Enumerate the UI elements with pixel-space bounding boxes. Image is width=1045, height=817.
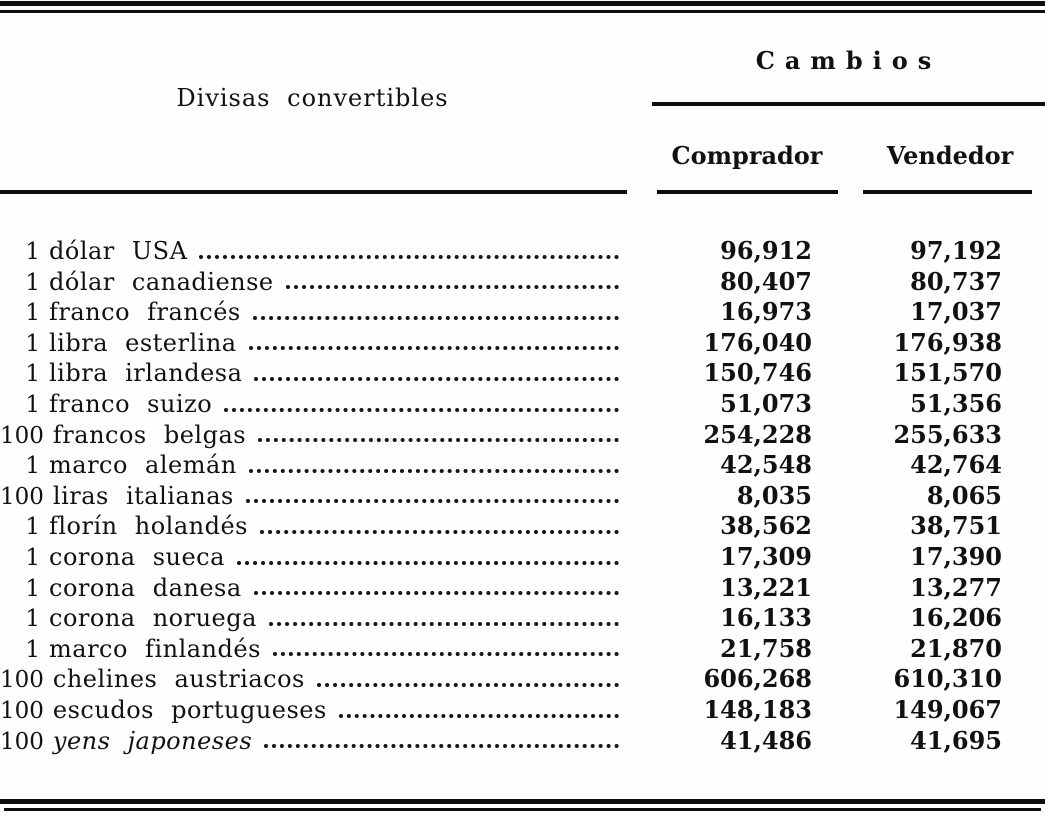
comprador-value: 80,407 — [720, 266, 812, 296]
dot-leader — [264, 744, 619, 748]
dot-leader — [260, 530, 619, 534]
comprador-value: 13,221 — [720, 572, 812, 602]
currency-name: florín holandés — [49, 512, 248, 541]
dot-leader — [254, 377, 619, 381]
dot-leader — [286, 285, 619, 289]
comprador-value: 38,562 — [720, 511, 812, 541]
vendedor-value: 8,065 — [926, 480, 1002, 510]
vendedor-value: 149,067 — [893, 694, 1002, 724]
currency-quantity: 1 — [25, 514, 40, 541]
dot-leader — [249, 469, 619, 473]
column-header-vendedor: Vendedor — [886, 141, 1014, 170]
currency-cell — [0, 297, 625, 329]
currency-cell — [0, 389, 625, 421]
comprador-value: 254,228 — [703, 419, 812, 449]
table-row — [0, 573, 1045, 604]
table-row — [0, 603, 1045, 634]
currency-cell — [0, 511, 625, 543]
currency-name: libra irlandesa — [49, 359, 243, 388]
comprador-value: 148,183 — [703, 694, 812, 724]
vendedor-value: 51,356 — [910, 388, 1002, 418]
currency-cell — [0, 450, 625, 482]
dot-leader — [249, 346, 619, 350]
vendedor-value: 610,310 — [893, 664, 1002, 694]
currency-quantity: 1 — [25, 239, 40, 265]
currency-name: franco francés — [49, 298, 241, 327]
vendedor-value: 42,764 — [910, 450, 1002, 480]
comprador-value: 42,548 — [720, 450, 812, 480]
dot-leader — [253, 316, 619, 320]
currency-cell — [0, 267, 625, 299]
currency-cell — [0, 603, 625, 635]
table-row — [0, 511, 1045, 542]
currency-quantity: 100 — [0, 483, 44, 510]
table-row — [0, 236, 1045, 267]
currency-name: francos belgas — [52, 420, 247, 449]
comprador-value: 16,133 — [720, 603, 812, 633]
currency-quantity: 1 — [25, 330, 40, 357]
cambios-underline — [652, 102, 1045, 106]
comprador-value: 606,268 — [703, 664, 812, 694]
comprador-value: 8,035 — [736, 480, 812, 510]
currency-cell — [0, 328, 625, 360]
table-row — [0, 389, 1045, 420]
top-rule-outer — [0, 1, 1045, 6]
table-row — [0, 664, 1045, 695]
vendedor-value: 17,037 — [910, 297, 1002, 327]
currency-quantity: 1 — [25, 391, 40, 418]
currency-name: corona sueca — [49, 542, 225, 571]
currency-cell — [0, 726, 625, 758]
currency-quantity: 1 — [25, 300, 40, 327]
column-header-comprador: Comprador — [671, 141, 823, 170]
currency-name: corona noruega — [49, 604, 257, 633]
currency-cell — [0, 420, 625, 452]
column-header-divisas: Divisas convertibles — [176, 84, 449, 112]
comprador-value: 150,746 — [703, 358, 812, 388]
currency-name: dólar canadiense — [49, 267, 274, 296]
table-row — [0, 481, 1045, 512]
dot-leader — [317, 683, 619, 687]
currency-name: corona danesa — [49, 573, 242, 602]
currency-quantity: 100 — [0, 728, 44, 755]
currency-cell — [0, 542, 625, 574]
currency-name: dólar USA — [49, 237, 188, 265]
currency-name: marco alemán — [49, 451, 237, 480]
dot-leader — [254, 591, 619, 595]
dot-leader — [258, 438, 619, 442]
dot-leader — [224, 408, 619, 412]
currency-name: franco suizo — [49, 389, 213, 418]
currency-quantity: 1 — [25, 606, 40, 633]
comprador-value: 51,073 — [720, 388, 812, 418]
table-row — [0, 420, 1045, 451]
currency-name: libra esterlina — [49, 328, 237, 357]
vendedor-value: 17,390 — [910, 541, 1002, 571]
header-rule-left — [0, 190, 627, 194]
currency-cell — [0, 634, 625, 666]
dot-leader — [269, 622, 619, 626]
bottom-rule-outer — [0, 799, 1045, 804]
table-row — [0, 358, 1045, 389]
vendedor-value: 21,870 — [910, 633, 1002, 663]
currency-name: escudos portugueses — [52, 695, 327, 724]
currency-quantity: 100 — [0, 422, 44, 449]
header-rule-comprador — [657, 190, 838, 194]
currency-quantity: 100 — [0, 667, 44, 694]
comprador-value: 96,912 — [720, 236, 812, 265]
header-rule-vendedor — [863, 190, 1032, 194]
dot-leader — [339, 714, 619, 718]
currency-quantity: 100 — [0, 697, 44, 724]
vendedor-value: 97,192 — [910, 236, 1002, 265]
vendedor-value: 255,633 — [893, 419, 1002, 449]
currency-quantity: 1 — [25, 269, 40, 296]
currency-cell — [0, 236, 625, 268]
vendedor-value: 176,938 — [893, 327, 1002, 357]
top-rule-inner — [0, 10, 1045, 13]
comprador-value: 16,973 — [720, 297, 812, 327]
table-row — [0, 328, 1045, 359]
table-row — [0, 267, 1045, 298]
currency-cell — [0, 695, 625, 727]
dot-leader — [199, 255, 619, 259]
group-header-cambios: Cambios — [755, 46, 942, 75]
currency-name: yens japoneses — [52, 726, 253, 755]
comprador-value: 21,758 — [720, 633, 812, 663]
currency-quantity: 1 — [25, 544, 40, 571]
vendedor-value: 13,277 — [910, 572, 1002, 602]
currency-quantity: 1 — [25, 453, 40, 480]
table-row — [0, 634, 1045, 665]
dot-leader — [237, 561, 619, 565]
currency-name: marco finlandés — [49, 634, 261, 663]
comprador-value: 41,486 — [720, 725, 812, 755]
comprador-value: 17,309 — [720, 541, 812, 571]
currency-cell — [0, 664, 625, 696]
currency-quantity: 1 — [25, 636, 40, 663]
table-row — [0, 297, 1045, 328]
table-row — [0, 542, 1045, 573]
table-body — [0, 236, 1045, 756]
vendedor-value: 41,695 — [910, 725, 1002, 755]
vendedor-value: 38,751 — [910, 511, 1002, 541]
table-row — [0, 695, 1045, 726]
currency-name: liras italianas — [52, 481, 234, 510]
table-row — [0, 450, 1045, 481]
dot-leader — [273, 652, 619, 656]
comprador-value: 176,040 — [703, 327, 812, 357]
bottom-rule-inner — [4, 808, 1041, 811]
table-row — [0, 726, 1045, 757]
vendedor-value: 80,737 — [910, 266, 1002, 296]
dot-leader — [246, 499, 619, 503]
currency-cell — [0, 573, 625, 605]
currency-quantity: 1 — [25, 575, 40, 602]
currency-cell — [0, 358, 625, 390]
vendedor-value: 151,570 — [893, 358, 1002, 388]
currency-name: chelines austriacos — [52, 665, 305, 694]
vendedor-value: 16,206 — [910, 603, 1002, 633]
currency-cell — [0, 481, 625, 513]
currency-quantity: 1 — [25, 361, 40, 388]
